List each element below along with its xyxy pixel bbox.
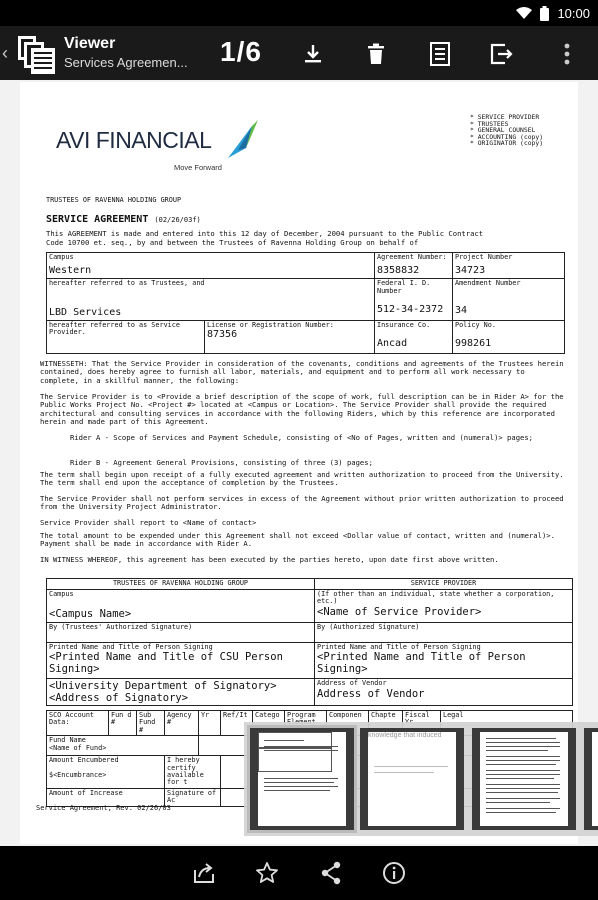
acct-col-yr: Yr	[199, 711, 221, 736]
certify-cell: I hereby certify available for t	[165, 756, 221, 789]
logo-swoosh-icon	[226, 120, 260, 160]
vendor-address-cell: Address of Vendor Address of Vendor	[315, 679, 573, 706]
acct-col-ref: Ref/It	[221, 711, 253, 736]
app-titles	[64, 34, 214, 72]
battery-icon	[540, 6, 549, 21]
printed-name-left-cell: Printed Name and Title of Person Signing <Printed Name and Title of CSU Person Signing>	[47, 643, 315, 679]
app-logo-icon[interactable]	[14, 34, 58, 74]
status-bar	[0, 0, 598, 26]
signature-table	[46, 578, 573, 706]
rider-b: Rider B - Agreement General Provisions, consisting of three (3) pages;	[70, 458, 373, 467]
page-indicator[interactable]: 1/6	[220, 36, 262, 67]
back-chevron-icon[interactable]: ‹	[2, 43, 8, 63]
acct-col-legal: Legal	[441, 711, 573, 736]
acct-col-subfund: Sub Fund #	[137, 711, 165, 736]
wifi-icon	[516, 7, 532, 19]
share-icon[interactable]	[317, 859, 345, 887]
thumbnail-page-preview	[368, 732, 456, 826]
fund-name-cell: Fund Name <Name of Fund>	[47, 736, 199, 756]
agreement-title	[46, 216, 201, 224]
distribution-item: * TRUSTEES	[470, 119, 509, 128]
page-thumbnail-4[interactable]	[584, 728, 598, 830]
clock: 10:00	[557, 5, 590, 21]
provider-ref-cell: hereafter referred to as Service Provider.	[47, 320, 205, 353]
delete-icon[interactable]	[361, 39, 391, 69]
bottom-toolbar	[0, 846, 598, 900]
acct-col-program: Program	[285, 711, 327, 736]
download-icon[interactable]	[298, 39, 328, 69]
distribution-item: * GENERAL COUNSEL	[470, 126, 536, 135]
project-number-cell: Project Number 34723	[453, 253, 565, 279]
logo-name: AVI FINANCIAL	[56, 127, 212, 153]
star-icon[interactable]	[253, 859, 281, 887]
company-logo	[56, 120, 256, 178]
campus-name-cell: Campus <Campus Name>	[47, 590, 315, 623]
more-vert-icon[interactable]	[552, 39, 582, 69]
term-paragraph: The term shall begin upon receipt of a fully executed agreement and written authorization to proceed from the University. The term shall end upon the acceptance of completion by the Trustees.	[40, 470, 564, 488]
printed-name-right-cell: Printed Name and Title of Person Signing <Printed Name and Title of Person Signing>	[315, 643, 573, 679]
acct-col-fund: Fun d #	[109, 711, 137, 736]
thumbnail-page-preview	[480, 732, 568, 826]
acct-col-chapte: Chapte	[369, 711, 403, 736]
provider-cell: hereafter referred to as Trustees, and LBD Services	[47, 279, 375, 320]
license-cell: License or Registration Number: 87356	[205, 320, 375, 353]
provider-name-cell: (If other than an individual, state whether a corporation, etc.) <Name of Service Provider>	[315, 590, 573, 623]
thumbnail-page-preview	[592, 732, 598, 826]
rider-a: Rider A - Scope of Services and Payment Schedule, consisting of <No of Pages, written and (numeral)> pages;	[70, 433, 534, 442]
insurance-cell: Insurance Co. Ancad	[375, 320, 453, 353]
page-thumbnail-3[interactable]	[472, 728, 576, 830]
agreement-title-text: SERVICE AGREEMENT	[46, 214, 149, 225]
department-cell: <University Department of Signatory> <Address of Signatory>	[47, 679, 315, 706]
authorized-signature-cell: By (Authorized Signature)	[315, 623, 573, 643]
federal-id-cell: Federal I. D. Number 512-34-2372	[375, 279, 453, 320]
acct-col-fiscal: Fiscal	[403, 711, 441, 736]
scope-paragraph: The Service Provider is to <Provide a brief description of the scope of work, full description can be in Rider A> for the Public Works Project No. <Project #> located at <Campus or Location>. The Service Provider shall provide the required architectural and consulting services in accordance with the following Riders, which by this reference are incorporated herein and made part of this Agreement.	[40, 392, 564, 427]
campus-cell: Campus Western	[47, 253, 375, 279]
encumbered-cell: Amount Encumbered $<Encumbrance>	[47, 756, 165, 789]
acct-col-agency: Agency #	[165, 711, 199, 736]
app-title: Viewer	[64, 35, 116, 52]
document-footer: Service Agreement, Rev. 02/26/03	[36, 804, 171, 812]
page-thumbnail-strip[interactable]	[244, 722, 598, 836]
app-bar	[0, 26, 598, 80]
distribution-list	[470, 114, 570, 147]
share-out-icon[interactable]	[190, 859, 218, 887]
increase-cell: Amount of Increase	[47, 788, 165, 806]
status-icons	[516, 0, 590, 26]
acct-col-componen: Componen	[327, 711, 369, 736]
intro-line-1: This AGREEMENT is made and entered into this 12 day of December, 2004 pursuant to the Public Contract	[46, 229, 484, 238]
document-icon[interactable]	[425, 39, 455, 69]
page-thumbnail-1[interactable]	[250, 728, 354, 830]
distribution-item: * ORIGINATOR (copy)	[470, 139, 544, 148]
document-name: Services Agreemen...	[64, 55, 188, 70]
policy-cell: Policy No. 998261	[453, 320, 565, 353]
witness-paragraph: IN WITNESS WHEREOF, this agreement has been executed by the parties hereto, upon date first above written.	[40, 555, 499, 564]
agreement-info-table	[46, 252, 565, 354]
provider-header: SERVICE PROVIDER	[315, 579, 573, 590]
org-heading: TRUSTEES OF RAVENNA HOLDING GROUP	[46, 196, 182, 204]
page-thumbnail-2[interactable]	[360, 728, 464, 830]
thumbnail-snippet: knowledge that induced	[368, 732, 442, 739]
acct-col-sco: SCO Account Data:	[47, 711, 109, 736]
total-paragraph: The total amount to be expended under this Agreement shall not exceed <Dollar value of contact, written and (numeral)>. Payment shall be made in accordance with Rider A.	[40, 531, 555, 549]
agreement-date: (02/26/03f)	[154, 216, 201, 224]
distribution-item: * ACCOUNTING (copy)	[470, 132, 544, 141]
distribution-item: * SERVICE PROVIDER	[470, 113, 540, 121]
signature-of-cell: Signature of Ac	[165, 788, 221, 806]
excess-paragraph: The Service Provider shall not perform services in excess of the Agreement without prior written authorization to proceed from the University Project Administrator.	[40, 494, 564, 512]
report-paragraph: Service Provider shall report to <Name of contact>	[40, 518, 257, 527]
trustees-signature-cell: By (Trustees' Authorized Signature)	[47, 623, 315, 643]
intro-line-2: Code 10700 et. seq., by and between the Trustees of Ravenna Holding Group on behalf of	[46, 238, 419, 247]
info-icon[interactable]	[380, 859, 408, 887]
trustees-header: TRUSTEES OF RAVENNA HOLDING GROUP	[47, 579, 315, 590]
thumbnail-page-preview	[258, 732, 346, 826]
witnesseth-paragraph: WITNESSETH: That the Service Provider in consideration of the covenants, conditions and agreements of the Trustees herein contained, does hereby agree to furnish all labor, materials, and equipment and to perform all work necessary to complete, in a skillful manner, the following:	[40, 359, 564, 385]
logo-tagline: Move Forward	[174, 163, 222, 172]
agreement-number-cell: Agreement Number: 8358832	[375, 253, 453, 279]
export-icon[interactable]	[487, 39, 517, 69]
amendment-cell: Amendment Number 34	[453, 279, 565, 320]
acct-col-catego: Catego	[253, 711, 285, 736]
